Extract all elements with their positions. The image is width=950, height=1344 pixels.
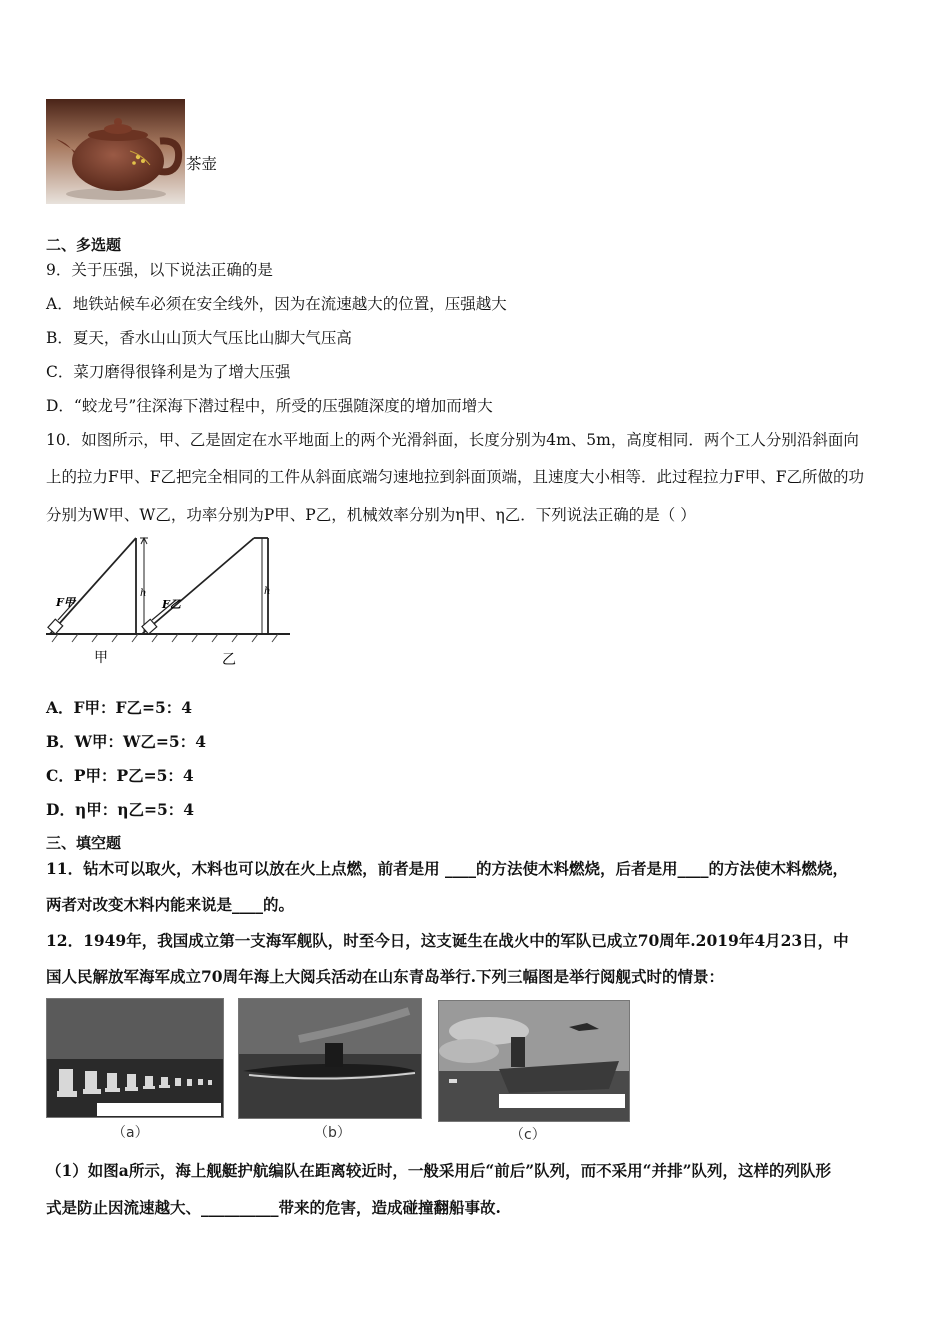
q9-option-d: D．“蛟龙号”往深海下潜过程中，所受的压强随深度的增加而增大 <box>46 397 493 415</box>
section-title-fill-in: 三、填空题 <box>46 834 122 852</box>
q10-line-2: 上的拉力F甲、F乙把完全相同的工件从斜面底端匀速地拉到斜面顶端，且速度大小相等．此过程拉力F甲、F乙所做的功 <box>46 468 865 486</box>
submarine-photo-b <box>238 998 422 1119</box>
section-title-multiple-choice: 二、多选题 <box>46 236 122 254</box>
q11-line-1: 11．钻木可以取火，木料也可以放在火上点燃，前者是用 ____的方法使木料燃烧，后者是用____的方法使木料燃烧， <box>46 859 848 878</box>
h-label-yi: h <box>264 586 271 597</box>
teapot-image <box>46 99 185 204</box>
h-label-jia: h <box>140 588 147 599</box>
teapot-caption: 茶壶 <box>186 155 218 173</box>
carrier-photo-c <box>438 1000 630 1122</box>
incline-figure <box>44 534 294 668</box>
q10-option-d: D．η甲：η乙=5：4 <box>46 800 195 819</box>
q11-line-2: 两者对改变木料内能来说是____的。 <box>46 895 295 914</box>
label-yi: 乙 <box>222 652 236 668</box>
q10-line-1: 10．如图所示，甲、乙是固定在水平地面上的两个光滑斜面，长度分别为4m、5m，高度相同．两个工人分别沿斜面向 <box>46 431 859 449</box>
q9-option-b: B．夏天，香水山山顶大气压比山脚大气压高 <box>46 329 352 347</box>
q12-line-1: 12．1949年，我国成立第一支海军舰队，时至今日，这支诞生在战火中的军队已成立70周年.2019年4月23日，中 <box>46 931 849 950</box>
force-label-yi: F乙 <box>162 598 181 611</box>
fleet-photo-a <box>46 998 224 1118</box>
label-jia: 甲 <box>94 650 108 666</box>
photo-caption-a: （a） <box>112 1125 149 1141</box>
force-label-jia: F甲 <box>56 596 75 609</box>
q9-option-a: A．地铁站候车必须在安全线外，因为在流速越大的位置，压强越大 <box>46 295 507 313</box>
q9-option-c: C．菜刀磨得很锋利是为了增大压强 <box>46 363 291 381</box>
q10-option-b: B．W甲：W乙=5：4 <box>46 732 206 751</box>
q10-option-c: C．P甲：P乙=5：4 <box>46 766 194 785</box>
photo-caption-c: （c） <box>510 1127 546 1143</box>
photo-caption-b: （b） <box>314 1125 351 1141</box>
q9-stem: 9．关于压强，以下说法正确的是 <box>46 261 273 279</box>
q10-line-3: 分别为W甲、W乙，功率分别为P甲、P乙，机械效率分别为η甲、η乙．下列说法正确的是（ ） <box>46 506 696 524</box>
q12-sub1-line-2: 式是防止因流速越大、__________带来的危害，造成碰撞翻船事故. <box>46 1198 501 1217</box>
q12-line-2: 国人民解放军海军成立70周年海上大阅兵活动在山东青岛举行.下列三幅图是举行阅舰式时的情景： <box>46 967 724 986</box>
q10-option-a: A．F甲：F乙=5：4 <box>46 698 193 717</box>
q12-sub1-line-1: （1）如图a所示，海上舰艇护航编队在距离较近时，一般采用后“前后”队列，而不采用“并排”队列，这样的列队形 <box>46 1161 831 1180</box>
